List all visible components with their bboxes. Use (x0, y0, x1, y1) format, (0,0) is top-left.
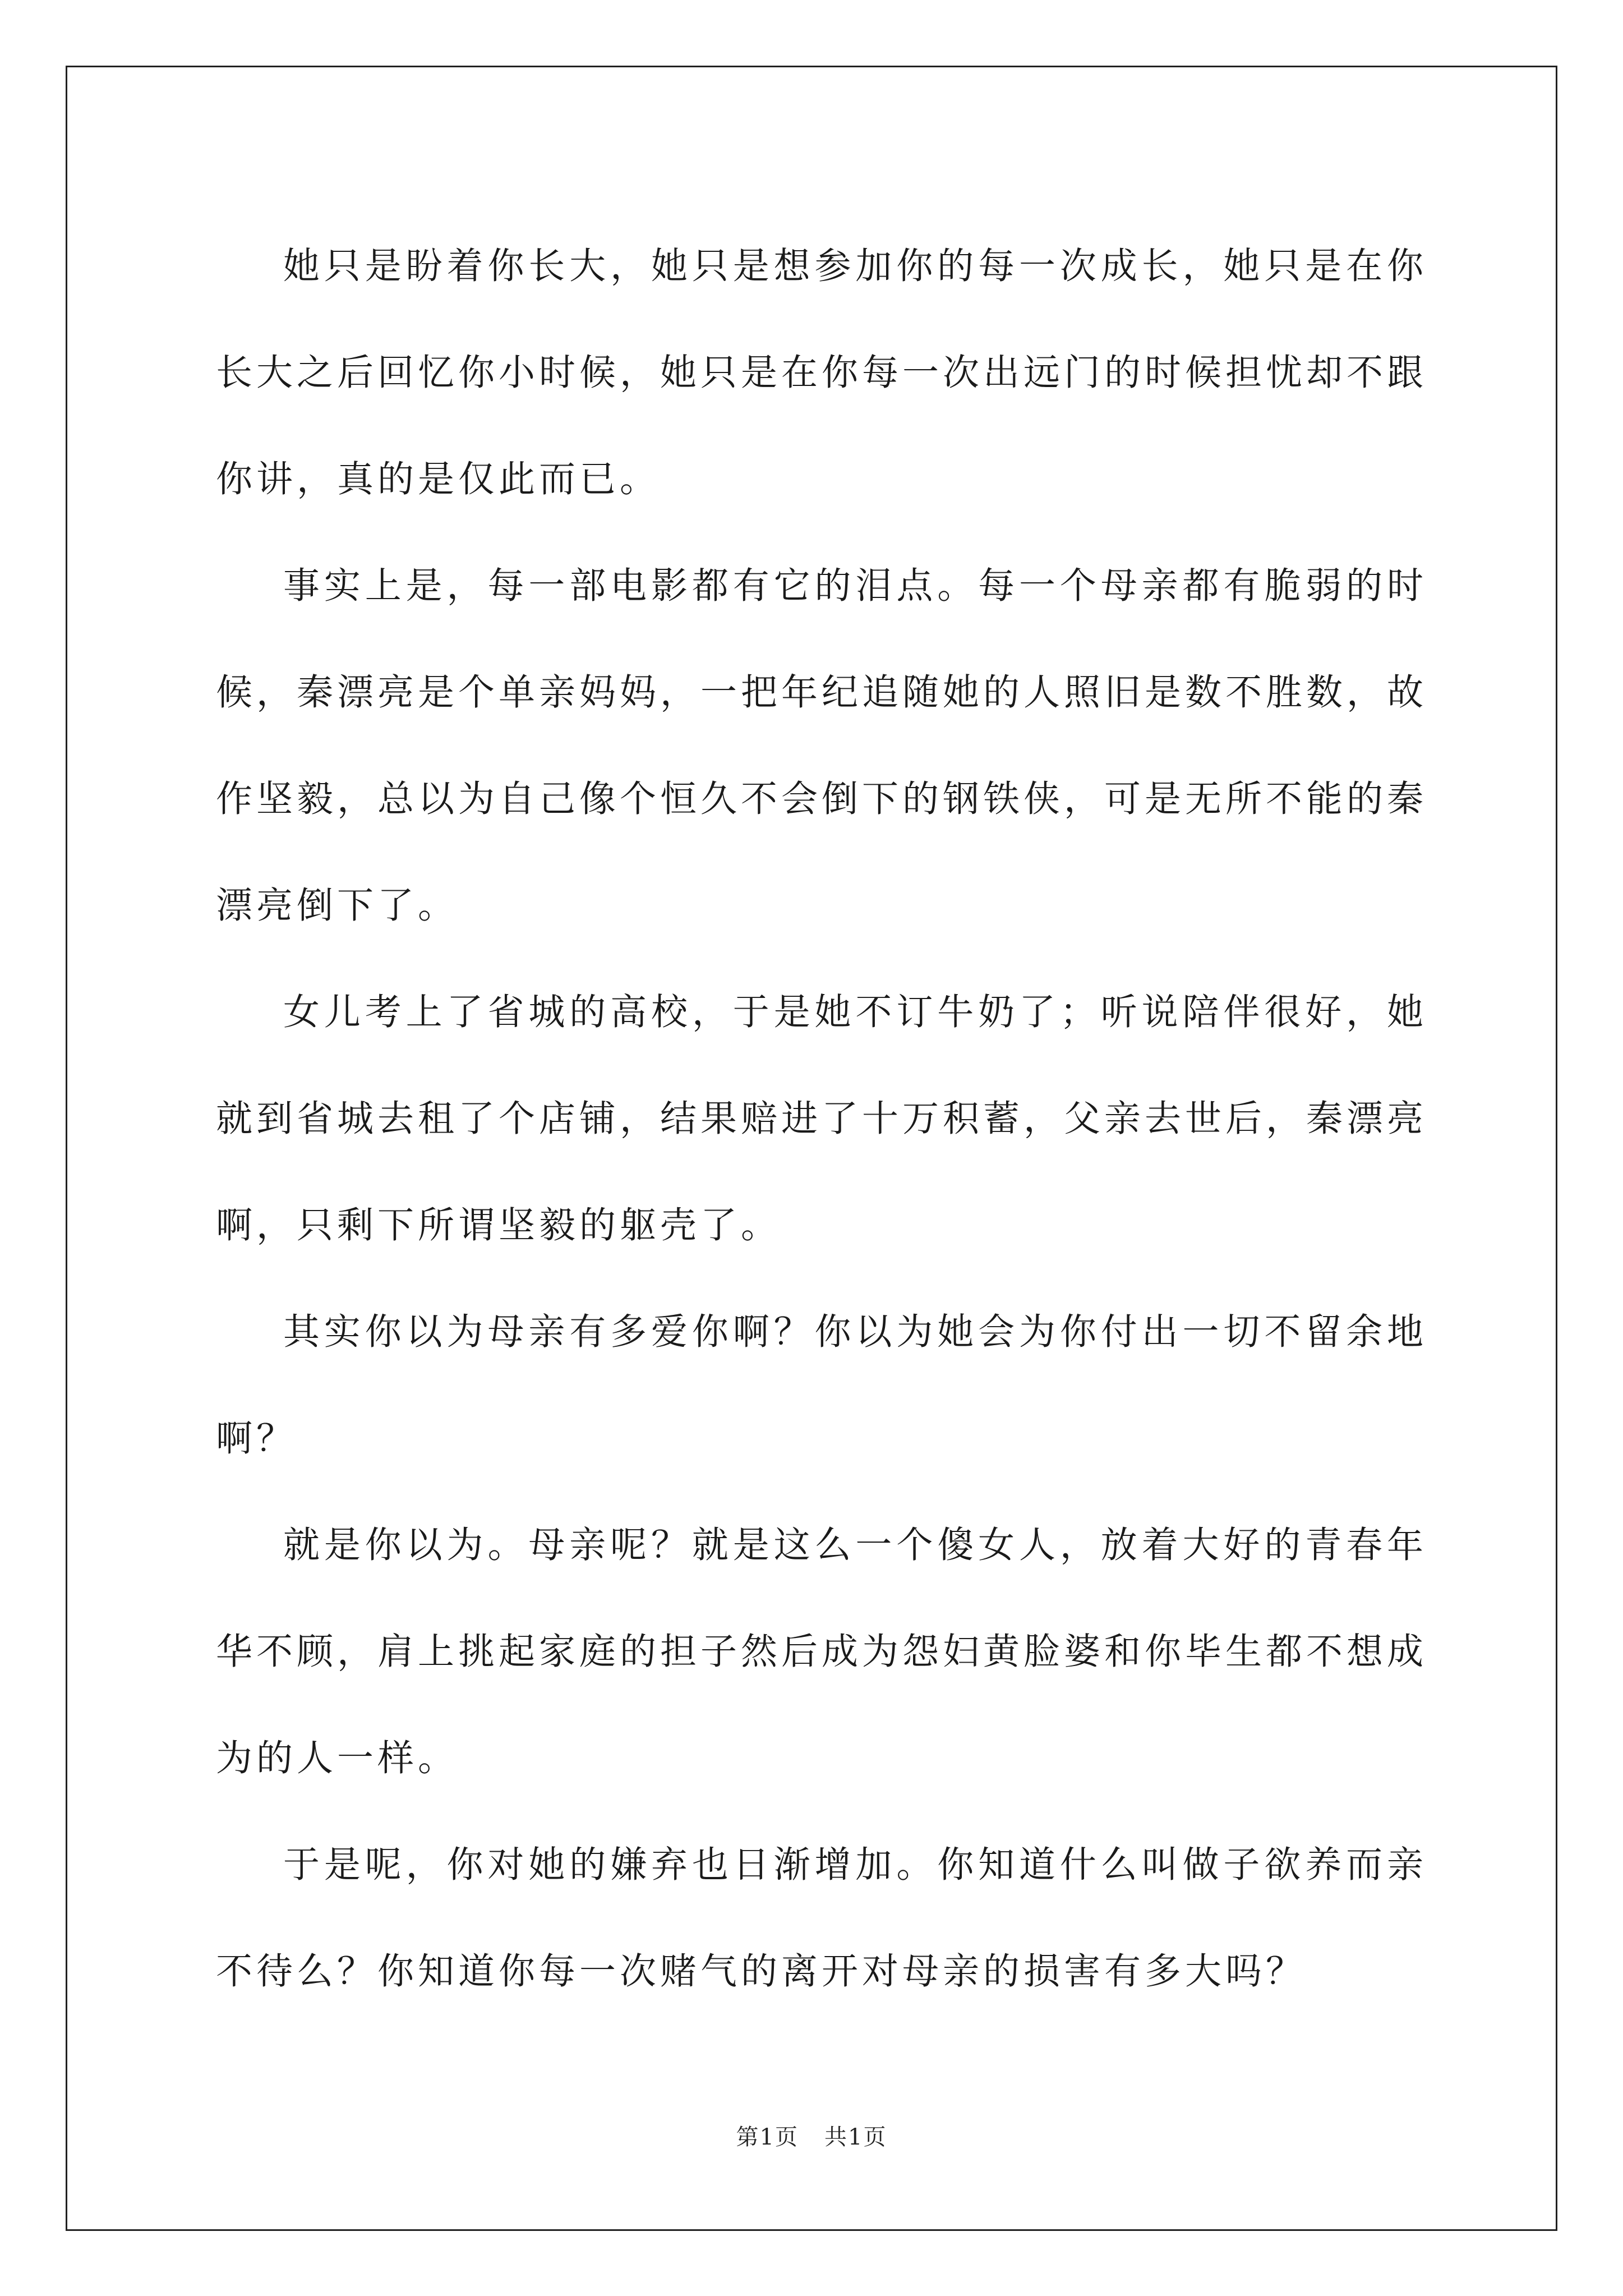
paragraph: 就是你以为。母亲呢？就是这么一个傻女人，放着大好的青春年华不顾，肩上挑起家庭的担子然后成为怨妇黄脸婆和你毕生都不想成为的人一样。 (216, 1524, 1428, 1779)
page-number-current: 第1页 (736, 2124, 799, 2150)
paragraph: 她只是盼着你长大，她只是想参加你的每一次成长，她只是在你长大之后回忆你小时候，她只是在你每一次出远门的时候担忧却不跟你讲，真的是仅此而已。 (216, 245, 1428, 500)
document-body (216, 213, 1427, 2025)
paragraph: 于是呢，你对她的嫌弃也日渐增加。你知道什么叫做子欲养而亲不待么？你知道你每一次赌气的离开对母亲的损害有多大吗？ (216, 1844, 1427, 1993)
paragraph: 事实上是，每一部电影都有它的泪点。每一个母亲都有脆弱的时候，秦漂亮是个单亲妈妈，一把年纪追随她的人照旧是数不胜数，故作坚毅，总以为自己像个恒久不会倒下的钢铁侠，可是无所不能的秦漂亮倒下了。 (216, 565, 1428, 927)
paragraph: 女儿考上了省城的高校，于是她不订牛奶了；听说陪伴很好，她就到省城去租了个店铺，结果赔进了十万积蓄，父亲去世后，秦漂亮啊，只剩下所谓坚毅的躯壳了。 (216, 991, 1428, 1246)
page-number-total: 共1页 (824, 2124, 887, 2150)
paragraph: 其实你以为母亲有多爱你啊？你以为她会为你付出一切不留余地啊？ (216, 1311, 1427, 1460)
page-footer (0, 2123, 1623, 2151)
